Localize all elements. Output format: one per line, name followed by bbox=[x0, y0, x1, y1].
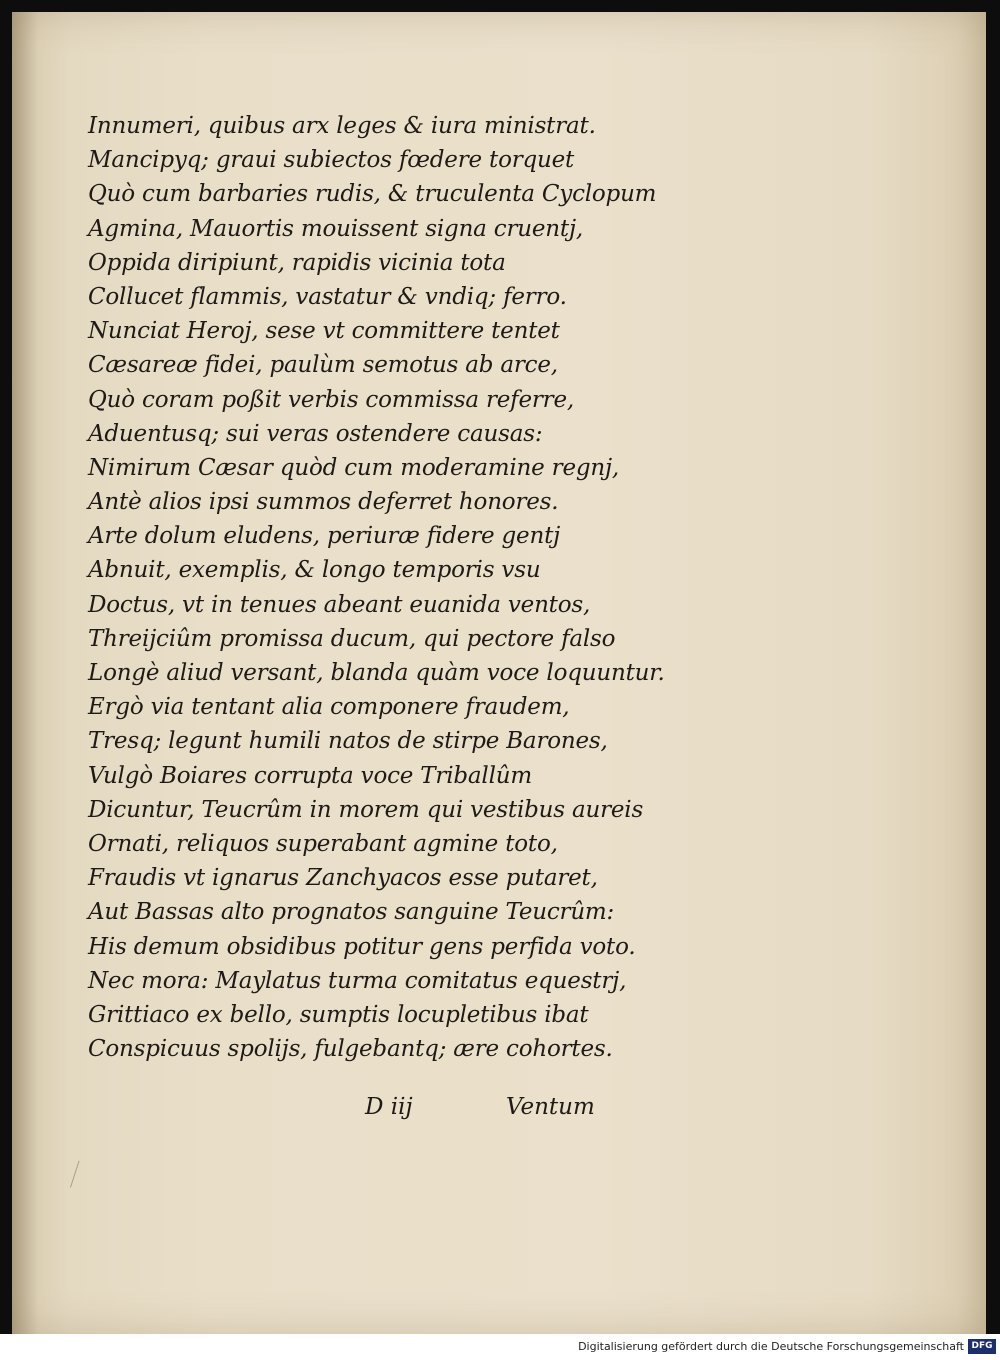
verse-line: Antè alios ipsi summos deferret honores. bbox=[88, 489, 559, 516]
verse-line: Nunciat Heroj, sese vt committere tentet bbox=[88, 318, 560, 345]
spine-shadow bbox=[12, 12, 38, 1334]
verse-line: Cæsareæ fidei, paulùm semotus ab arce, bbox=[88, 352, 558, 379]
verse-line: Aduentusq; sui veras ostendere causas: bbox=[88, 420, 543, 447]
verse-line: Vulgò Boiares corrupta voce Triballûm bbox=[88, 762, 532, 789]
verse-line: Collucet flammis, vastatur & vndiq; ferro. bbox=[88, 283, 567, 310]
verse-line: Oppida diripiunt, rapidis vicinia tota bbox=[88, 249, 506, 276]
stray-ink-mark bbox=[70, 1161, 91, 1192]
verse-line: Grittiaco ex bello, sumptis locupletibus ibat bbox=[88, 1001, 589, 1028]
verse-line: Dicuntur, Teucrûm in morem qui vestibus aureis bbox=[88, 796, 644, 823]
verse-line: Quò cum barbaries rudis, & truculenta Cyclopum bbox=[88, 181, 657, 208]
verse-text-block bbox=[88, 109, 665, 1066]
verse-line: Nimirum Cæsar quòd cum moderamine regnj, bbox=[88, 454, 620, 481]
verse-line: Doctus, vt in tenues abeant euanida ventos, bbox=[88, 591, 591, 618]
verse-line: Mancipyq; graui subiectos fœdere torquet bbox=[88, 147, 575, 174]
verse-line: Arte dolum eludens, periuræ fidere gentj bbox=[88, 523, 561, 550]
verse-line: His demum obsidibus potitur gens perfida voto. bbox=[88, 933, 636, 960]
catchword: Ventum bbox=[506, 1094, 595, 1120]
verse-line: Ornati, reliquos superabant agmine toto, bbox=[88, 830, 558, 857]
verse-line: Nec mora: Maylatus turma comitatus equestrj, bbox=[88, 967, 627, 994]
verse-line: Abnuit, exemplis, & longo temporis vsu bbox=[88, 557, 541, 584]
verse-line: Threijciûm promissa ducum, qui pectore falso bbox=[88, 625, 616, 652]
digitization-credit: Digitalisierung gefördert durch die Deutsche Forschungsgemeinschaft bbox=[578, 1340, 964, 1353]
verse-line: Ergò via tentant alia componere fraudem, bbox=[88, 694, 570, 721]
verse-line: Agmina, Mauortis mouissent signa cruentj, bbox=[88, 215, 584, 242]
verse-line: Innumeri, quibus arx leges & iura ministrat. bbox=[88, 113, 596, 139]
verse-line: Quò coram poßit verbis commissa referre, bbox=[88, 386, 574, 413]
scanned-page bbox=[12, 12, 986, 1334]
verse-line: Aut Bassas alto prognatos sanguine Teucrûm: bbox=[88, 899, 615, 926]
dfg-logo-icon[interactable]: DFG bbox=[968, 1339, 996, 1354]
signature-mark: D iij bbox=[365, 1094, 413, 1120]
verse-line: Fraudis vt ignarus Zanchyacos esse putaret, bbox=[88, 865, 598, 892]
digitization-credit-bar bbox=[0, 1334, 1000, 1360]
verse-line: Tresq; legunt humili natos de stirpe Barones, bbox=[88, 728, 608, 755]
verse-line: Conspicuus spolijs, fulgebantq; ære cohortes. bbox=[88, 1036, 613, 1063]
verse-line: Longè aliud versant, blanda quàm voce loquuntur. bbox=[88, 660, 665, 686]
